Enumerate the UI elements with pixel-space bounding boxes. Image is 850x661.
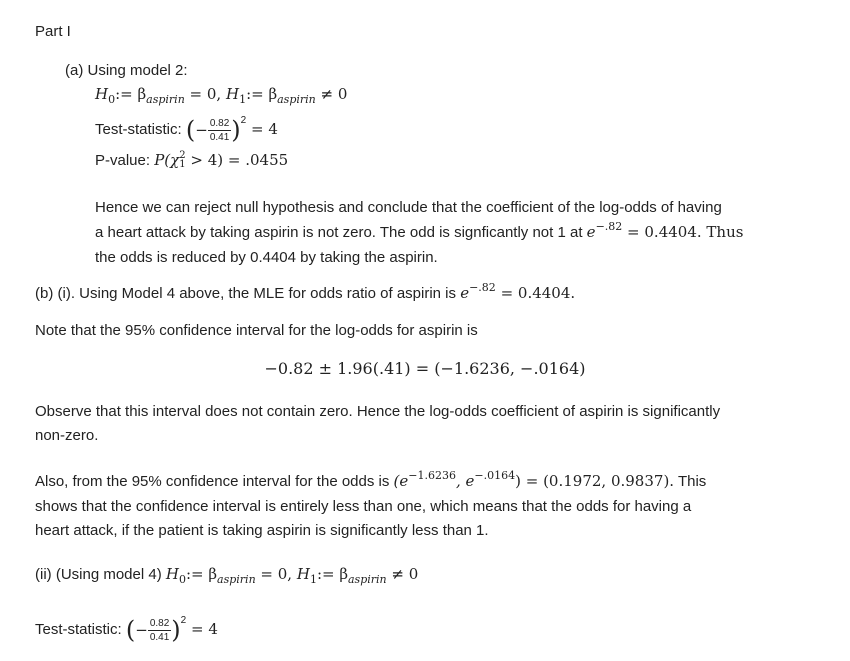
- ii-fraction-denominator: 0.41: [149, 631, 170, 643]
- ii-neq-zero: ≠ 0: [386, 565, 419, 583]
- conclusion-e: e: [586, 223, 596, 241]
- part-b-ii-label: (ii) (Using model 4): [35, 566, 166, 583]
- also-mid: , e: [455, 472, 475, 490]
- h1-symbol: H: [225, 85, 240, 103]
- test-stat-label: Test-statistic:: [95, 121, 186, 138]
- chi-subscript: 1: [179, 159, 186, 170]
- test-stat-result: = 4: [246, 120, 278, 138]
- ii-h0-subscript: 0: [178, 573, 186, 586]
- part-a-hypothesis: [95, 85, 348, 106]
- also-interval: [393, 469, 675, 490]
- pvalue-suffix: > 4) = .0455: [185, 151, 289, 169]
- conclusion-value: = 0.4404. Thus: [622, 223, 744, 241]
- test-stat-minus: −: [195, 121, 208, 140]
- h0-assign: := β: [115, 85, 147, 103]
- ii-fraction-numerator: 0.82: [149, 617, 170, 629]
- ii-test-stat-result: = 4: [186, 620, 218, 638]
- ci-note: Note that the 95% confidence interval for the log-odds for aspirin is: [35, 322, 478, 339]
- conclusion-line-3: the odds is reduced by 0.4404 by taking the aspirin.: [95, 249, 438, 266]
- part-a-pvalue: [95, 151, 288, 170]
- paren-open: (: [185, 116, 196, 145]
- test-stat-power: 2: [240, 115, 247, 126]
- fraction-denominator: 0.41: [209, 131, 230, 143]
- part-a-label: (a) Using model 2:: [65, 62, 188, 79]
- also-close: ) = (0.1972, 0.9837).: [515, 472, 675, 490]
- conclusion-line-1: Hence we can reject null hypothesis and conclude that the coefficient of the log-odds of having: [95, 199, 722, 216]
- ii-test-stat-power: 2: [180, 615, 187, 626]
- h1-assign: := β: [246, 85, 278, 103]
- beta-subscript: aspirin: [146, 93, 185, 106]
- paren-close: ): [231, 116, 241, 145]
- ii-beta-subscript: aspirin: [217, 573, 256, 586]
- ii-h1-subscript: 1: [309, 573, 317, 586]
- ii-h0-symbol: H: [165, 565, 179, 583]
- conclusion-line-2-text: a heart attack by taking aspirin is not zero. The odd is signficantly not 1 at: [95, 224, 587, 241]
- also-line-1: [35, 469, 706, 495]
- also-sup-2: −.0164: [474, 469, 516, 482]
- observe-line-1: Observe that this interval does not contain zero. Hence the log-odds coefficient of aspirin is significantly: [35, 403, 721, 420]
- also-text: Also, from the 95% confidence interval for the odds is: [35, 473, 394, 490]
- also-line-2: shows that the confidence interval is entirely less than one, which means that the odds for having a: [35, 498, 692, 515]
- ii-test-stat-label: Test-statistic:: [35, 621, 126, 638]
- conclusion-exp: [586, 220, 744, 241]
- ii-test-stat-fraction: [148, 617, 171, 644]
- part-b-i-text: (b) (i). Using Model 4 above, the MLE for odds ratio of aspirin is: [35, 285, 461, 302]
- also-open: (e: [393, 472, 409, 490]
- test-stat-fraction: [208, 117, 231, 144]
- conclusion-e-sup: −.82: [595, 220, 623, 233]
- observe-paragraph: [35, 400, 720, 448]
- ii-eq-zero: = 0,: [255, 565, 297, 583]
- h0-symbol: H: [95, 85, 109, 103]
- ii-h0-assign: := β: [185, 565, 218, 583]
- beta-subscript-2: aspirin: [277, 93, 316, 106]
- ii-beta-subscript-2: aspirin: [348, 573, 387, 586]
- conclusion-line-2: [95, 220, 743, 246]
- eq-zero: = 0,: [184, 85, 226, 103]
- ci-equation: −0.82 ± 1.96(.41) = (−1.6236, −.0164): [264, 359, 586, 378]
- also-tail: This: [674, 473, 707, 490]
- also-paragraph: [35, 469, 706, 543]
- ii-paren-close: ): [171, 616, 181, 645]
- ii-h1-symbol: H: [296, 565, 310, 583]
- part-b-i-e-sup: −.82: [469, 281, 496, 294]
- part-b-i-exp: [460, 281, 576, 302]
- ii-h1-assign: := β: [316, 565, 348, 583]
- part-b-ii-test-statistic: [35, 612, 218, 646]
- pvalue-prefix: P(χ: [154, 151, 180, 169]
- part-b-ii: [35, 565, 419, 586]
- observe-line-2: non-zero.: [35, 427, 99, 444]
- part-a-test-statistic: [95, 112, 278, 146]
- ii-test-stat-minus: −: [135, 621, 148, 640]
- part-b-i-value: = 0.4404.: [495, 284, 576, 302]
- h0-subscript: 0: [108, 93, 116, 106]
- part-b-ii-hypothesis: [165, 565, 419, 586]
- part-heading: Part I: [35, 23, 71, 40]
- chi-superscript: 2: [179, 150, 186, 161]
- pvalue-expression: [154, 151, 288, 169]
- part-b-i: [35, 281, 576, 302]
- ii-paren-open: (: [125, 616, 136, 645]
- neq-zero: ≠ 0: [315, 85, 348, 103]
- also-line-3: heart attack, if the patient is taking aspirin is significantly less than 1.: [35, 522, 489, 539]
- pvalue-label: P-value:: [95, 152, 155, 169]
- also-sup-1: −1.6236: [408, 469, 456, 482]
- fraction-numerator: 0.82: [209, 117, 230, 129]
- conclusion-paragraph: [95, 196, 743, 270]
- h1-subscript: 1: [239, 93, 247, 106]
- part-b-i-e: e: [460, 284, 470, 302]
